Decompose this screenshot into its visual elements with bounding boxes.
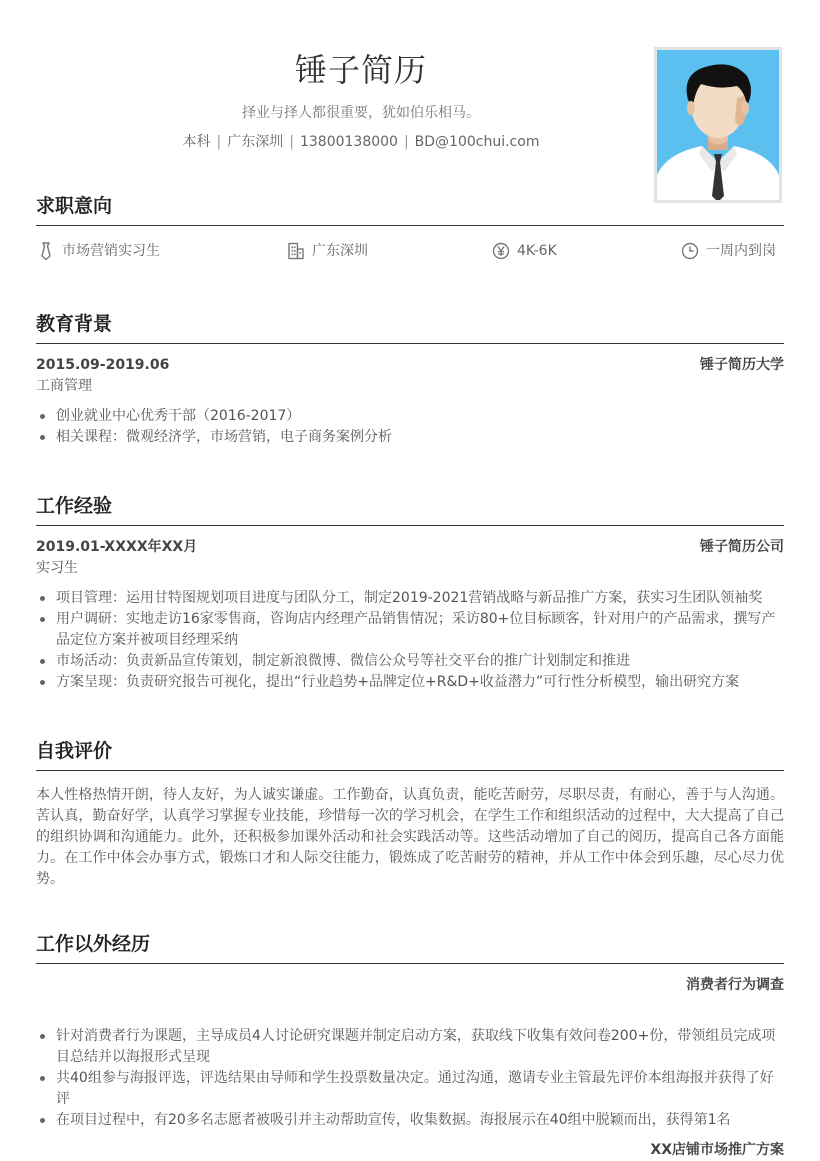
education-school: 锤子简历大学	[700, 357, 784, 373]
other-experience-section	[36, 930, 784, 1161]
work-section	[36, 492, 784, 693]
yen-icon	[491, 241, 511, 261]
job-intent-title: 求职意向	[36, 192, 784, 226]
email: BD@100chui.com	[414, 134, 540, 150]
list-item: 针对消费者行为课题，主导成员4人讨论研究课题并制定启动方案，获取线下收集有效问卷200+份，带领组员完成项目总结并以海报形式呈现	[36, 1026, 784, 1068]
list-item: 共40组参与海报评选，评选结果由导师和学生投票数量决定。通过沟通，邀请专业主管最先评价本组海报并获得了好评	[36, 1068, 784, 1110]
list-item: 方案呈现：负责研究报告可视化，提出“行业趋势+品牌定位+R&D+收益潜力”可行性分析模型，输出研究方案	[36, 672, 784, 693]
education-period: 2015.09-2019.06	[36, 357, 170, 373]
location: 广东深圳	[227, 134, 284, 150]
list-item: 用户调研：实地走访16家零售商，咨询店内经理产品销售情况；采访80+位目标顾客，针对用户的产品需求，撰写产品定位方案并被项目经理采纳	[36, 609, 784, 651]
other-experience-title: 工作以外经历	[36, 930, 784, 964]
work-company: 锤子简历公司	[700, 539, 784, 555]
other-experience-heading: 消费者行为调查	[686, 977, 784, 993]
list-item: 项目管理：运用甘特图规划项目进度与团队分工，制定2019-2021营销战略与新品推广方案，获实习生团队领袖奖	[36, 588, 784, 609]
work-head	[36, 537, 784, 558]
contact-line: 本科 | 广东深圳 | 13800138000 | BD@100chui.com	[182, 134, 540, 150]
intent-city: 广东深圳	[286, 238, 368, 264]
list-item: 相关课程：微观经济学，市场营销，电子商务案例分析	[36, 427, 784, 448]
other-experience-list	[36, 1026, 784, 1131]
resume-header	[36, 44, 686, 153]
motto: 择业与择人都很重要，犹如伯乐相马。	[242, 105, 480, 121]
intent-salary: 4K-6K	[491, 238, 557, 264]
list-item: 市场活动：负责新品宣传策划，制定新浪微博、微信公众号等社交平台的推广计划制定和推进	[36, 651, 784, 672]
self-evaluation-text: 本人性格热情开朗，待人友好，为人诚实谦虚。工作勤奋，认真负责，能吃苦耐劳，尽职尽责，有耐心，善于与人沟通。苦认真，勤奋好学，认真学习掌握专业技能，珍惜每一次的学习机会，在学生工作和组织活动的过程中，大大提高了自己的组织协调和沟通能力。此外，还积极参加课外活动和社会实践活动等。这些活动增加了自己的阅历，提高自己各方面能力。在工作中体会办事方式，锻炼口才和人际交往能力，锻炼成了吃苦耐劳的精神，并从工作中体会到乐趣，尽心尽力优势。	[36, 787, 784, 887]
education-section	[36, 310, 784, 448]
job-intent-row	[36, 238, 784, 264]
person-avatar-illustration	[657, 50, 779, 200]
education-title: 教育背景	[36, 310, 784, 344]
list-item: 创业就业中心优秀干部（2016-2017）	[36, 406, 784, 427]
degree: 本科	[182, 134, 211, 150]
resume-name: 锤子简历	[294, 51, 427, 89]
intent-availability: 一周内到岗	[680, 238, 776, 264]
phone: 13800138000	[299, 134, 398, 150]
other-experience-next-heading: XX店铺市场推广方案	[650, 1142, 784, 1158]
education-major: 工商管理	[36, 378, 92, 394]
education-head	[36, 355, 784, 376]
education-list	[36, 406, 784, 448]
tie-icon	[36, 241, 56, 261]
clock-icon	[680, 241, 700, 261]
work-period: 2019.01-XXXX年XX月	[36, 539, 198, 555]
work-title: 工作经验	[36, 492, 784, 526]
building-icon	[286, 241, 306, 261]
avatar	[654, 47, 782, 203]
list-item: 在项目过程中，有20多名志愿者被吸引并主动帮助宣传，收集数据。海报展示在40组中脱颖而出，获得第1名	[36, 1110, 784, 1131]
work-list	[36, 588, 784, 693]
self-evaluation-section	[36, 737, 784, 890]
job-intent-section	[36, 192, 784, 264]
work-role: 实习生	[36, 560, 78, 576]
intent-position: 市场营销实习生	[36, 238, 160, 264]
self-evaluation-title: 自我评价	[36, 737, 784, 771]
